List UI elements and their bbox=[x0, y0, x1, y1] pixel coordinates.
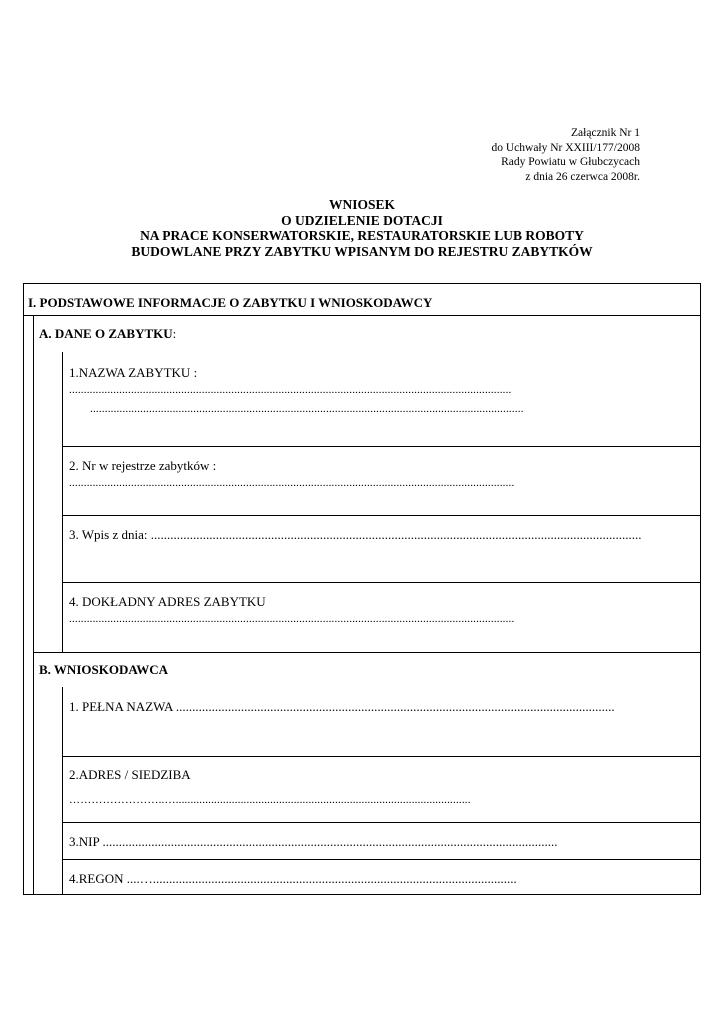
monument-address-label: 4. DOKŁADNY ADRES ZABYTKU bbox=[69, 594, 266, 609]
monument-address-input-line[interactable]: ....................................................................................................................................................... bbox=[69, 613, 515, 625]
document-title bbox=[0, 197, 724, 259]
title-line-3: NA PRACE KONSERWATORSKIE, RESTAURATORSKIE LUB ROBOTY bbox=[140, 228, 584, 243]
annex-line-2: do Uchwały Nr XXIII/177/2008 bbox=[491, 141, 640, 154]
title-line-4: BUDOWLANE PRZY ZABYTKU WPISANYM DO REJESTRU ZABYTKÓW bbox=[131, 243, 593, 259]
annex-line-3: Rady Powiatu w Głubczycach bbox=[501, 156, 640, 168]
monument-name-input-line-1[interactable]: ...................................................................................................................................................... bbox=[69, 384, 512, 396]
monument-name-input-line-2[interactable]: ................................................................................................................................................... bbox=[90, 403, 524, 415]
field-divider bbox=[62, 822, 701, 823]
annex-header bbox=[491, 126, 640, 184]
field-divider bbox=[62, 446, 701, 447]
annex-line-1: Załącznik Nr 1 bbox=[571, 127, 640, 139]
entry-date-field[interactable]: 3. Wpis z dnia: ....................................................................................................................................................... bbox=[69, 527, 642, 542]
part-a-bottom-divider bbox=[33, 652, 701, 653]
part-a-heading: A. DANE O ZABYTKU: bbox=[39, 326, 177, 341]
register-number-input-line[interactable]: ....................................................................................................................................................... bbox=[69, 477, 515, 489]
title-line-2: O UDZIELENIE DOTACJI bbox=[281, 212, 443, 228]
field-divider bbox=[62, 582, 701, 583]
section-1-inner-border bbox=[33, 315, 34, 895]
section-1-divider bbox=[23, 315, 701, 316]
field-divider bbox=[62, 515, 701, 516]
nip-field[interactable]: 3.NIP ............................................................................................................................................ bbox=[69, 834, 558, 849]
annex-line-4: z dnia 26 czerwca 2008r. bbox=[525, 170, 640, 183]
part-a-fields-border bbox=[62, 352, 63, 652]
applicant-address-input-line[interactable]: ……………………..….................................................................................................... bbox=[69, 794, 471, 806]
applicant-full-name-field[interactable]: 1. PEŁNA NAZWA ....................................................................................................................................... bbox=[69, 699, 615, 714]
part-b-fields-border bbox=[62, 687, 63, 895]
register-number-label: 2. Nr w rejestrze zabytków : bbox=[69, 458, 217, 473]
part-b-heading: B. WNIOSKODAWCA bbox=[39, 662, 169, 677]
section-1-heading: I. PODSTAWOWE INFORMACJE O ZABYTKU I WNIOSKODAWCY bbox=[28, 295, 433, 310]
field-divider bbox=[62, 756, 701, 757]
applicant-address-label: 2.ADRES / SIEDZIBA bbox=[69, 767, 191, 782]
title-line-1: WNIOSEK bbox=[328, 197, 396, 212]
regon-field[interactable]: 4.REGON ....…................................................................................................................ bbox=[69, 871, 517, 886]
field-divider bbox=[62, 859, 701, 860]
monument-name-label: 1.NAZWA ZABYTKU : bbox=[69, 365, 198, 380]
